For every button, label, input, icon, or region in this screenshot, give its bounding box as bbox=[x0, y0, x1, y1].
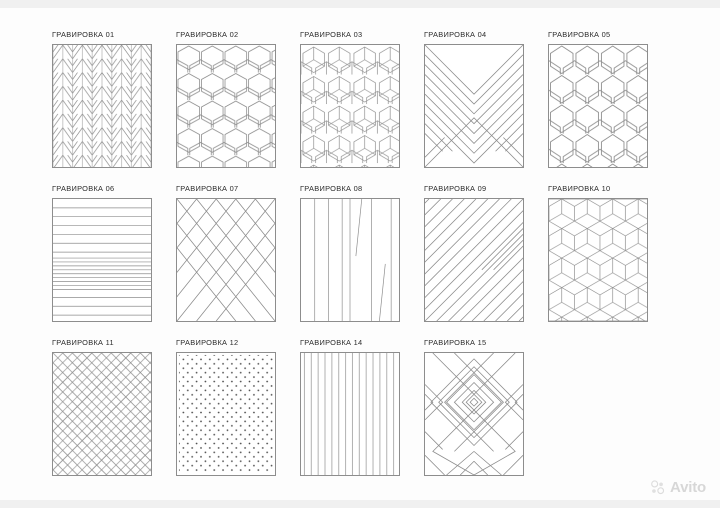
avito-logo-icon bbox=[649, 479, 666, 496]
pattern-tile-cube-flower-hex[interactable] bbox=[300, 44, 400, 168]
pattern-cell[interactable] bbox=[176, 184, 300, 322]
pattern-tile-diagonal-chevron-x[interactable] bbox=[424, 44, 524, 168]
pattern-label: ГРАВИРОВКА 06 bbox=[52, 184, 115, 193]
pattern-label: ГРАВИРОВКА 08 bbox=[300, 184, 363, 193]
pattern-tile-horizontal-bands[interactable] bbox=[52, 198, 152, 322]
pattern-label: ГРАВИРОВКА 05 bbox=[548, 30, 611, 39]
pattern-label: ГРАВИРОВКА 11 bbox=[52, 338, 114, 347]
pattern-label: ГРАВИРОВКА 10 bbox=[548, 184, 611, 193]
pattern-cell[interactable] bbox=[300, 184, 424, 322]
pattern-grid bbox=[52, 30, 672, 492]
pattern-label: ГРАВИРОВКА 14 bbox=[300, 338, 363, 347]
pattern-tile-dots-grid[interactable] bbox=[176, 352, 276, 476]
pattern-tile-chevron-herringbone[interactable] bbox=[52, 44, 152, 168]
pattern-tile-honeycomb[interactable] bbox=[548, 44, 648, 168]
pattern-tile-sparse-vertical-lines[interactable] bbox=[300, 198, 400, 322]
pattern-cell[interactable] bbox=[300, 30, 424, 168]
pattern-cell[interactable] bbox=[52, 338, 176, 476]
pattern-label: ГРАВИРОВКА 07 bbox=[176, 184, 239, 193]
pattern-tile-isometric-cubes[interactable] bbox=[548, 198, 648, 322]
pattern-label: ГРАВИРОВКА 01 bbox=[52, 30, 115, 39]
pattern-cell[interactable] bbox=[548, 30, 672, 168]
pattern-cell[interactable] bbox=[176, 30, 300, 168]
pattern-cell[interactable] bbox=[424, 338, 548, 476]
avito-watermark-text: Avito bbox=[670, 479, 706, 496]
sheet-bottom-edge bbox=[0, 500, 720, 508]
pattern-tile-diagonal-stripes[interactable] bbox=[424, 198, 524, 322]
sheet-top-edge bbox=[0, 0, 720, 8]
pattern-cell[interactable] bbox=[176, 338, 300, 476]
pattern-cell[interactable] bbox=[548, 184, 672, 322]
pattern-cell[interactable] bbox=[424, 184, 548, 322]
pattern-tile-basket-weave-diagonal[interactable] bbox=[52, 352, 152, 476]
pattern-label: ГРАВИРОВКА 09 bbox=[424, 184, 487, 193]
pattern-label: ГРАВИРОВКА 12 bbox=[176, 338, 239, 347]
pattern-label: ГРАВИРОВКА 03 bbox=[300, 30, 363, 39]
pattern-cell[interactable] bbox=[52, 30, 176, 168]
pattern-label: ГРАВИРОВКА 04 bbox=[424, 30, 487, 39]
pattern-cell[interactable] bbox=[52, 184, 176, 322]
pattern-cell[interactable] bbox=[300, 338, 424, 476]
pattern-label: ГРАВИРОВКА 15 bbox=[424, 338, 487, 347]
pattern-tile-vertical-lines[interactable] bbox=[300, 352, 400, 476]
avito-watermark bbox=[649, 479, 706, 496]
pattern-tile-concentric-diamonds[interactable] bbox=[424, 352, 524, 476]
pattern-tile-hexagon-elongated[interactable] bbox=[176, 44, 276, 168]
pattern-cell[interactable] bbox=[424, 30, 548, 168]
pattern-label: ГРАВИРОВКА 02 bbox=[176, 30, 239, 39]
pattern-tile-diamond-lattice[interactable] bbox=[176, 198, 276, 322]
